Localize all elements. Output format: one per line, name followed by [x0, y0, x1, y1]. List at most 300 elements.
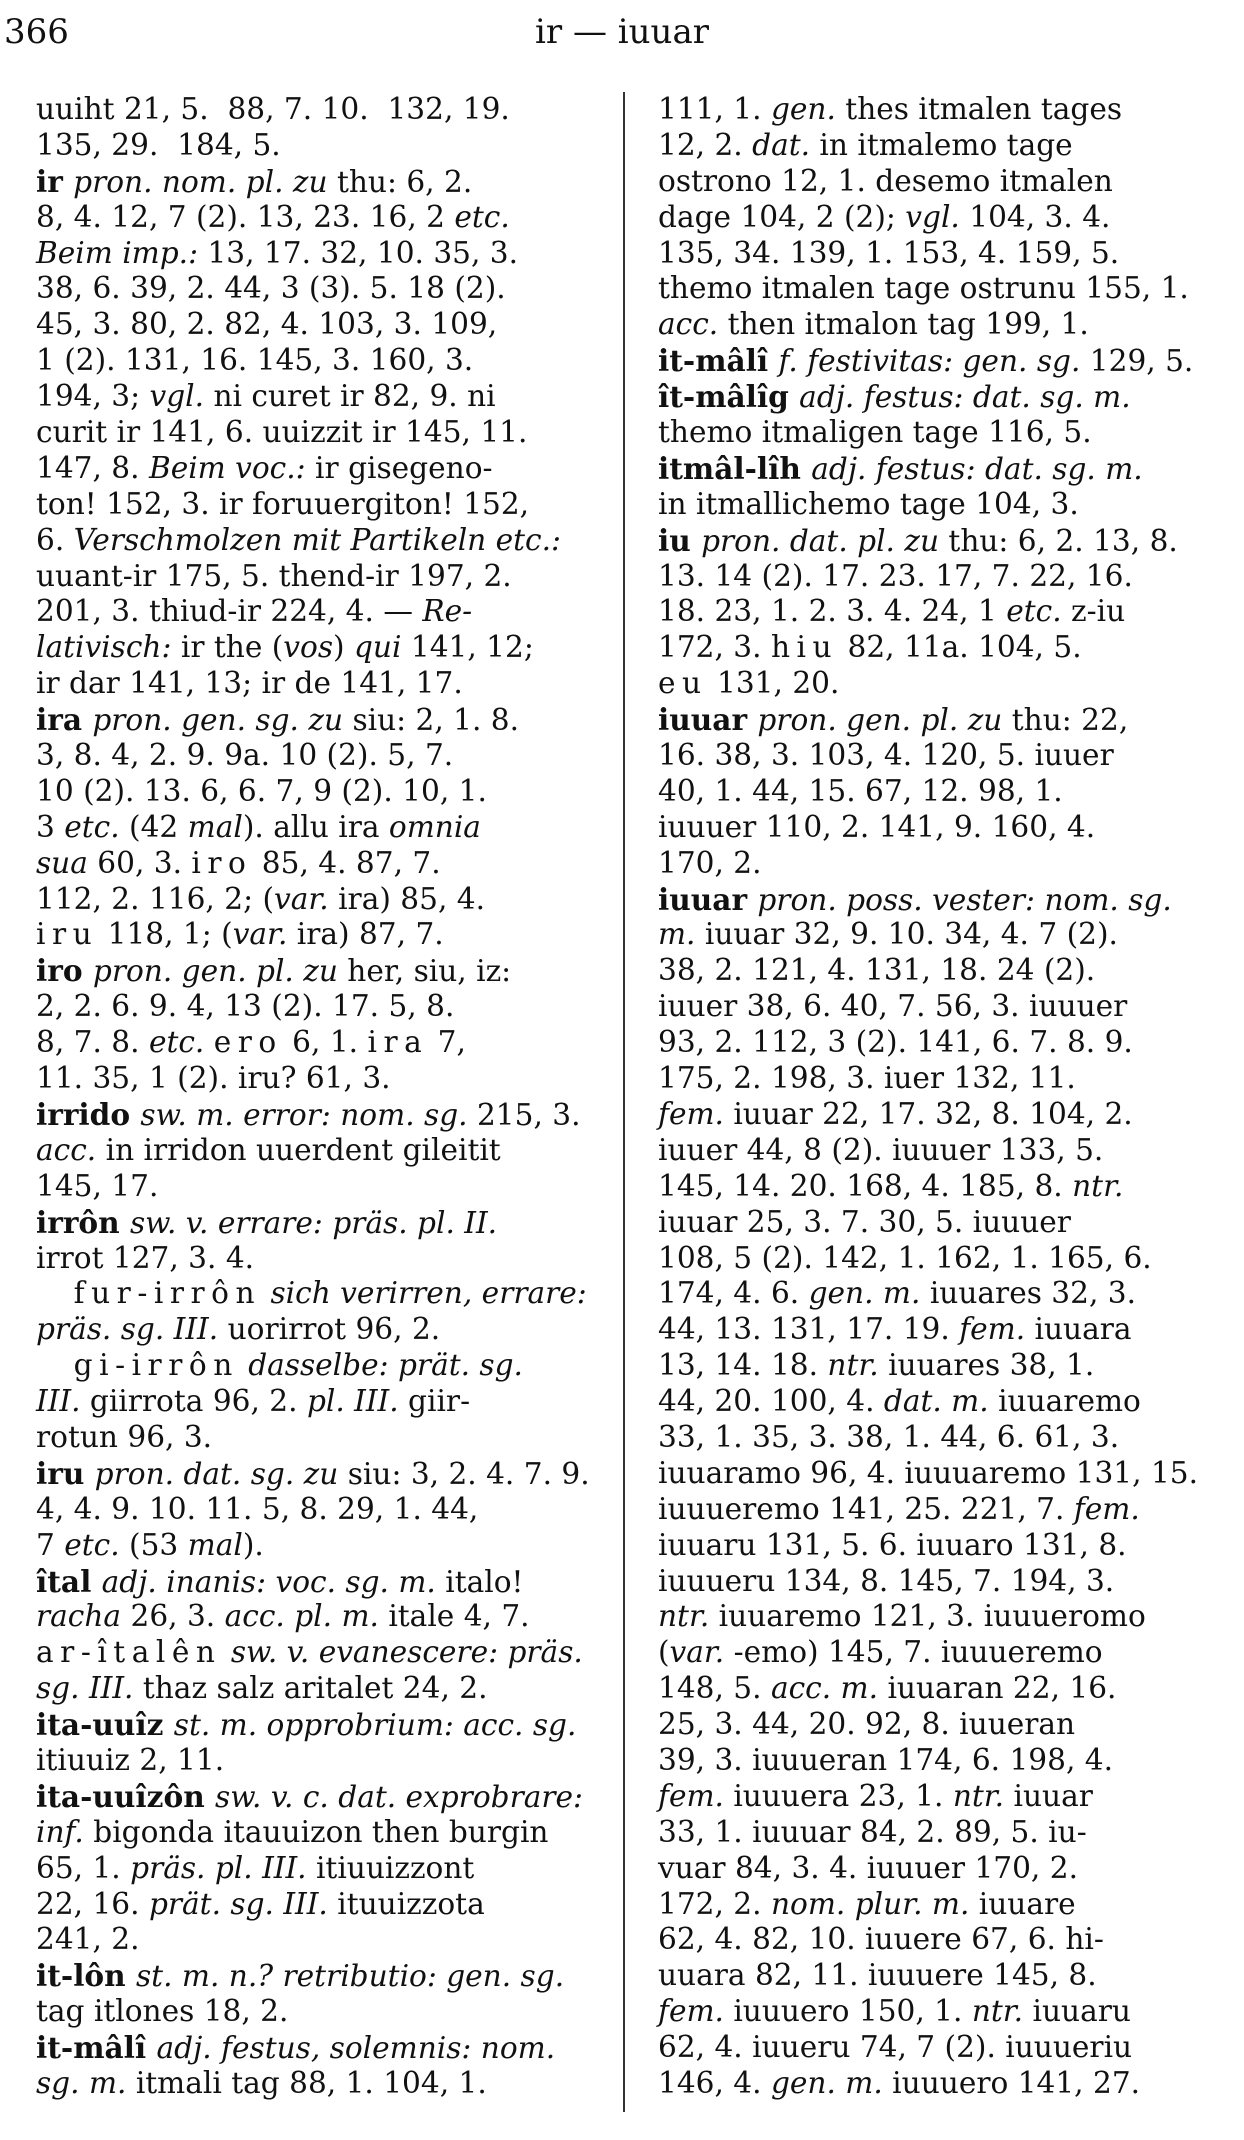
text-line: [36, 271, 596, 307]
entry-text: 85, 4. 87, 7.: [252, 845, 441, 880]
grammar-note: präs. sg. III.: [36, 1312, 219, 1347]
spaced-form: ero: [213, 1025, 283, 1060]
headword: irrôn: [36, 1204, 130, 1240]
grammar-note: Beim imp.:: [36, 235, 199, 270]
headword: ît-mâlîg: [658, 379, 800, 415]
text-line: [36, 1169, 596, 1205]
grammar-note: st. m. opprobrium: acc. sg.: [173, 1708, 577, 1743]
text-line: [36, 666, 596, 702]
text-line: [658, 1276, 1218, 1312]
spaced-form: ira: [367, 1025, 429, 1060]
text-line: [36, 92, 596, 128]
grammar-note: racha: [36, 1599, 122, 1634]
entry-text: giir-: [398, 1384, 471, 1419]
entry-text: 33, 1. 35, 3. 38, 1. 44, 6. 61, 3.: [658, 1419, 1120, 1454]
text-line: [658, 882, 1218, 918]
entry-text: thu: 22,: [1002, 703, 1129, 738]
grammar-note: gen. m.: [808, 1276, 921, 1311]
entry-text: thes itmalen tages: [835, 92, 1123, 126]
entry-text: iuuuer 110, 2. 141, 9. 160, 4.: [658, 809, 1096, 844]
text-line: [658, 1958, 1218, 1994]
entry-text: 60, 3.: [87, 845, 192, 880]
grammar-note: var.: [274, 881, 329, 916]
grammar-note: m.: [658, 917, 696, 952]
entry-text: 10 (2). 13. 6, 6. 7, 9 (2). 10, 1.: [36, 773, 487, 808]
grammar-note: vgl.: [149, 379, 205, 414]
text-line: [36, 1887, 596, 1923]
text-line: [36, 953, 596, 989]
entry-text: 146, 4.: [658, 2065, 771, 2100]
grammar-note: sw. v. errare: präs. pl. II.: [129, 1205, 498, 1240]
spaced-form: iro: [191, 845, 253, 880]
text-line: [36, 2066, 596, 2102]
entry-text: 175, 2. 198, 3. iuer 132, 11.: [658, 1061, 1076, 1096]
entry-text: 12, 2.: [658, 127, 753, 162]
entry-text: iuuare: [969, 1886, 1076, 1921]
text-line: [36, 1635, 596, 1671]
entry-text: iuuaremo: [988, 1384, 1141, 1419]
text-line: [658, 1707, 1218, 1743]
text-line: [658, 379, 1218, 415]
text-line: [36, 1851, 596, 1887]
entry-text: iuuueru 134, 8. 145, 7. 194, 3.: [658, 1563, 1115, 1598]
text-line: [658, 594, 1218, 630]
entry-text: 2, 2. 6. 9. 4, 13 (2). 17. 5, 8.: [36, 989, 455, 1024]
entry-text: 1 (2). 131, 16. 145, 3. 160, 3.: [36, 343, 474, 378]
entry-text: ituuizzota: [327, 1886, 485, 1921]
entry-text: iuuar 25, 3. 7. 30, 5. iuuuer: [658, 1204, 1071, 1239]
grammar-note: sich verirren, errare:: [270, 1276, 587, 1311]
grammar-note: Verschmolzen mit Partikeln etc.:: [73, 522, 561, 557]
grammar-note: gen.: [770, 92, 836, 126]
text-line: [36, 1133, 596, 1169]
entry-text: 104, 3. 4.: [959, 199, 1111, 234]
entry-text: 145, 17.: [36, 1168, 159, 1203]
text-line: [36, 451, 596, 487]
entry-text: 170, 2.: [658, 845, 762, 880]
grammar-note: pl. III.: [306, 1384, 399, 1419]
entry-text: irrot 127, 3. 4.: [36, 1240, 255, 1275]
text-line: [658, 989, 1218, 1025]
entry-text: 194, 3;: [36, 379, 150, 414]
text-line: [36, 738, 596, 774]
grammar-note: fem.: [658, 1994, 724, 2029]
entry-text: uuara 82, 11. iuuuere 145, 8.: [658, 1958, 1097, 1993]
entry-text: 38, 2. 121, 4. 131, 18. 24 (2).: [658, 953, 1096, 988]
text-line: [658, 774, 1218, 810]
entry-text: itiuuiz 2, 11.: [36, 1742, 225, 1777]
headword: iru: [36, 1455, 95, 1491]
grammar-note: ntr.: [827, 1348, 879, 1383]
grammar-note: pron. nom. pl. zu: [73, 164, 328, 199]
text-line: [658, 415, 1218, 451]
entry-text: 13. 14 (2). 17. 23. 17, 7. 22, 16.: [658, 558, 1133, 593]
text-line: [36, 1528, 596, 1564]
entry-text: 147, 8.: [36, 450, 149, 485]
text-line: [658, 1061, 1218, 1097]
entry-text: themo itmalen tage ostrunu 155, 1.: [658, 271, 1189, 306]
entry-text: ): [333, 630, 354, 665]
grammar-note: f. festivitas: gen. sg.: [778, 344, 1081, 379]
grammar-note: fem.: [658, 1096, 724, 1131]
text-line: [36, 917, 596, 953]
entry-text: ir gisegeno-: [305, 450, 493, 485]
spaced-form: gi-irrôn: [73, 1348, 239, 1383]
grammar-note: III.: [36, 1384, 81, 1419]
entry-text: 65, 1.: [36, 1850, 131, 1885]
entry-text: [221, 1635, 230, 1669]
entry-text: 44, 20. 100, 4.: [658, 1384, 884, 1419]
text-line: [658, 1312, 1218, 1348]
text-line: [658, 92, 1218, 128]
entry-text: curit ir 141, 6. uuizzit ir 145, 11.: [36, 415, 528, 450]
entry-text: siu: 2, 1. 8.: [343, 703, 520, 738]
text-line: [36, 1779, 596, 1815]
entry-text: iuuares 38, 1.: [878, 1348, 1095, 1383]
entry-text: 11. 35, 1 (2). iru? 61, 3.: [36, 1061, 391, 1096]
entry-text: 172, 2.: [658, 1886, 771, 1921]
entry-text: 45, 3. 80, 2. 82, 4. 103, 3. 109,: [36, 307, 498, 342]
entry-text: themo itmaligen tage 116, 5.: [658, 415, 1092, 450]
entry-text: z-iu: [1061, 594, 1126, 629]
entry-text: in irridon uuerdent gileitit: [96, 1132, 501, 1167]
grammar-note: acc. pl. m.: [224, 1599, 379, 1634]
text-line: [658, 451, 1218, 487]
text-line: [36, 1241, 596, 1277]
entry-text: 3: [36, 809, 65, 844]
grammar-note: acc. m.: [770, 1671, 879, 1706]
text-line: [36, 236, 596, 272]
text-line: [658, 1779, 1218, 1815]
entry-text: ira) 85, 4.: [328, 881, 485, 916]
entry-text: uorirrot 96, 2.: [218, 1312, 441, 1347]
headword: itmâl-lîh: [658, 450, 812, 486]
grammar-note: Beim voc.:: [148, 450, 306, 485]
grammar-note: fem.: [658, 1778, 724, 1813]
grammar-note: pron. dat. pl. zu: [701, 523, 940, 558]
text-line: [658, 128, 1218, 164]
entry-text: [36, 1348, 74, 1382]
text-line: [658, 702, 1218, 738]
entry-text: iuuaran 22, 16.: [878, 1671, 1117, 1706]
entry-text: -emo) 145, 7. iuuueremo: [724, 1635, 1103, 1670]
text-line: [658, 1456, 1218, 1492]
text-line: [36, 1025, 596, 1061]
entry-text: iuuaremo 121, 3. iuuueromo: [709, 1599, 1146, 1634]
entry-text: 141, 12;: [401, 630, 534, 665]
text-line: [658, 2030, 1218, 2066]
grammar-note: lativisch:: [36, 630, 172, 665]
text-line: [658, 810, 1218, 846]
entry-text: vuar 84, 3. 4. iuuuer 170, 2.: [658, 1850, 1078, 1885]
headword: it-mâlî: [36, 2030, 157, 2066]
spaced-form: iru: [36, 917, 99, 952]
entry-text: 8, 7. 8.: [36, 1025, 149, 1060]
headword: iu: [658, 522, 702, 558]
text-line: [658, 164, 1218, 200]
grammar-note: adj. festus: dat. sg. m.: [799, 380, 1131, 415]
grammar-note: etc.: [64, 1527, 120, 1562]
text-line: [658, 738, 1218, 774]
entry-text: 7,: [428, 1025, 466, 1060]
text-line: [36, 1276, 596, 1312]
headword: it-mâlî: [658, 343, 779, 379]
text-line: [658, 1133, 1218, 1169]
text-line: [658, 271, 1218, 307]
text-line: [36, 1815, 596, 1851]
text-line: [36, 2030, 596, 2066]
entry-text: iuuaru 131, 5. 6. iuuaro 131, 8.: [658, 1527, 1127, 1562]
entry-text: iuuaru: [1023, 1994, 1131, 2029]
grammar-note: pron. gen. pl. zu: [757, 703, 1003, 738]
right-column: [658, 92, 1218, 2102]
text-line: [658, 1205, 1218, 1241]
headword: iro: [36, 953, 93, 989]
entry-text: 8, 4. 12, 7 (2). 13, 23. 16, 2: [36, 199, 455, 234]
grammar-note: var.: [232, 917, 288, 952]
entry-text: thaz salz aritalet 24, 2.: [133, 1671, 488, 1706]
entry-text: iuuara: [1025, 1312, 1132, 1347]
entry-text: 112, 2. 116, 2; (: [36, 881, 274, 916]
text-line: [658, 2066, 1218, 2102]
entry-text: bigonda itauuizon then burgin: [83, 1814, 549, 1849]
headword: ita-uuîz: [36, 1707, 174, 1743]
entry-text: in itmallichemo tage 104, 3.: [658, 486, 1079, 521]
entry-text: 7: [36, 1527, 65, 1562]
entry-text: thu: 6, 2.: [327, 164, 473, 199]
text-line: [658, 1169, 1218, 1205]
grammar-note: ntr.: [952, 1778, 1005, 1813]
text-line: [658, 1097, 1218, 1133]
text-line: [658, 1025, 1218, 1061]
text-line: [36, 1312, 596, 1348]
text-line: [658, 1384, 1218, 1420]
grammar-note: sua: [36, 845, 88, 880]
text-line: [658, 523, 1218, 559]
text-line: [658, 487, 1218, 523]
text-line: [658, 559, 1218, 595]
entry-text: tag itlones 18, 2.: [36, 1994, 289, 2029]
grammar-note: fem.: [1073, 1491, 1140, 1526]
text-line: [36, 1420, 596, 1456]
entry-text: dage 104, 2 (2);: [658, 199, 906, 234]
text-line: [658, 1671, 1218, 1707]
headword: ira: [36, 702, 93, 738]
grammar-note: sw. v. c. dat. exprobrare:: [215, 1779, 584, 1814]
entry-text: itmali tag 88, 1. 104, 1.: [126, 2065, 487, 2100]
grammar-note: ntr.: [1072, 1168, 1124, 1203]
text-line: [658, 1348, 1218, 1384]
grammar-note: etc.: [1006, 594, 1062, 629]
text-line: [36, 200, 596, 236]
text-line: [658, 1420, 1218, 1456]
entry-text: iuuuera 23, 1.: [723, 1778, 953, 1813]
entry-text: 40, 1. 44, 15. 67, 12. 98, 1.: [658, 773, 1063, 808]
grammar-note: gen. m.: [770, 2065, 883, 2100]
entry-text: 201, 3. thiud-ir 224, 4. —: [36, 594, 423, 629]
entry-text: 4, 4. 9. 10. 11. 5, 8. 29, 1. 44,: [36, 1491, 479, 1526]
text-line: [658, 1492, 1218, 1528]
text-line: [36, 1492, 596, 1528]
grammar-note: pron. poss. vester: nom. sg.: [757, 882, 1172, 917]
text-line: [36, 1994, 596, 2030]
entry-text: iuuar: [1004, 1778, 1093, 1813]
entry-text: 13, 14. 18.: [658, 1348, 828, 1383]
entry-text: iuuer 38, 6. 40, 7. 56, 3. iuuuer: [658, 989, 1128, 1024]
text-line: [658, 1922, 1218, 1958]
entry-text: itiuuizzont: [306, 1850, 475, 1885]
text-line: [36, 989, 596, 1025]
entry-text: 108, 5 (2). 142, 1. 162, 1. 165, 6.: [658, 1240, 1152, 1275]
entry-text: 131, 20.: [707, 666, 840, 701]
entry-text: 62, 4. 82, 10. iuuere 67, 6. hi-: [658, 1922, 1104, 1957]
text-line: [658, 343, 1218, 379]
grammar-note: acc.: [36, 1132, 97, 1167]
entry-text: 25, 3. 44, 20. 92, 8. iuueran: [658, 1707, 1076, 1742]
entry-text: [204, 1025, 213, 1059]
entry-text: thu: 6, 2. 13, 8.: [939, 523, 1178, 558]
text-line: [36, 1671, 596, 1707]
text-line: [36, 1348, 596, 1384]
entry-text: 33, 1. iuuuar 84, 2. 89, 5. iu-: [658, 1814, 1087, 1849]
grammar-note: st. m. n.? retributio: gen. sg.: [136, 1959, 565, 1994]
grammar-note: dat.: [752, 127, 811, 162]
grammar-note: adj. festus: dat. sg. m.: [811, 451, 1143, 486]
grammar-note: fem.: [959, 1312, 1026, 1347]
entry-text: ostrono 12, 1. desemo itmalen: [658, 163, 1113, 198]
entry-text: 174, 4. 6.: [658, 1276, 809, 1311]
entry-text: (53: [119, 1527, 188, 1562]
running-head: ir — iuuar: [535, 12, 709, 52]
entry-text: (: [658, 1635, 670, 1670]
entry-text: italo!: [435, 1564, 524, 1599]
text-line: [36, 630, 596, 666]
entry-text: [36, 1276, 74, 1310]
headword: ir: [36, 163, 74, 199]
entry-text: 148, 5.: [658, 1671, 771, 1706]
entry-text: 26, 3.: [121, 1599, 225, 1634]
entry-text: 6, 1.: [282, 1025, 368, 1060]
entry-text: 135, 29. 184, 5.: [36, 127, 281, 162]
text-line: [658, 1994, 1218, 2030]
entry-text: ir dar 141, 13; ir de 141, 17.: [36, 666, 463, 701]
text-line: [658, 1887, 1218, 1923]
text-line: [36, 1922, 596, 1958]
text-line: [36, 1958, 596, 1994]
text-line: [658, 1564, 1218, 1600]
entry-text: 6.: [36, 522, 74, 557]
text-line: [658, 236, 1218, 272]
text-line: [658, 666, 1218, 702]
text-line: [36, 415, 596, 451]
text-line: [36, 846, 596, 882]
text-line: [36, 1205, 596, 1241]
grammar-note: sg. III.: [36, 1671, 134, 1706]
headword: irrido: [36, 1096, 141, 1132]
text-line: [36, 702, 596, 738]
entry-text: siu: 3, 2. 4. 7. 9.: [338, 1456, 590, 1491]
entry-text: 145, 14. 20. 168, 4. 185, 8.: [658, 1168, 1073, 1203]
text-line: [36, 1707, 596, 1743]
entry-text: 135, 34. 139, 1. 153, 4. 159, 5.: [658, 235, 1120, 270]
text-line: [36, 1384, 596, 1420]
entry-text: 172, 3.: [658, 630, 771, 665]
grammar-note: inf.: [36, 1814, 84, 1849]
column-divider: [623, 92, 625, 2112]
spaced-form: hiu: [770, 630, 839, 665]
text-line: [36, 1599, 596, 1635]
text-line: [36, 487, 596, 523]
entry-text: iuuueremo 141, 25. 221, 7.: [658, 1491, 1074, 1526]
entry-text: ton! 152, 3. ir foruuergiton! 152,: [36, 486, 530, 521]
grammar-note: pron. gen. pl. zu: [92, 954, 338, 989]
entry-text: her, siu, iz:: [337, 954, 512, 989]
text-line: [658, 1743, 1218, 1779]
headword: iuuar: [658, 702, 758, 738]
headword: iuuar: [658, 881, 758, 917]
grammar-note: ntr.: [971, 1994, 1024, 2029]
page-number: 366: [4, 12, 69, 52]
entry-text: iuuaramo 96, 4. iuuuaremo 131, 15.: [658, 1455, 1199, 1490]
spaced-form: fur-irrôn: [73, 1276, 262, 1311]
grammar-note: adj. inanis: voc. sg. m.: [101, 1564, 436, 1599]
entry-text: 129, 5.: [1080, 344, 1194, 379]
text-line: [36, 559, 596, 595]
entry-text: 3, 8. 4, 2. 9. 9a. 10 (2). 5, 7.: [36, 738, 454, 773]
grammar-note: prät. sg. III.: [148, 1886, 328, 1921]
grammar-note: dasselbe: prät. sg.: [248, 1348, 523, 1383]
entry-text: 62, 4. iuueru 74, 7 (2). iuuueriu: [658, 2030, 1133, 2065]
text-line: [658, 1635, 1218, 1671]
text-line: [658, 1241, 1218, 1277]
text-line: [658, 846, 1218, 882]
entry-text: 82, 11a. 104, 5.: [838, 630, 1082, 665]
entry-text: 215, 3.: [467, 1097, 581, 1132]
text-line: [658, 917, 1218, 953]
entry-text: giirrota 96, 2.: [80, 1384, 307, 1419]
text-line: [36, 1564, 596, 1600]
text-line: [36, 1061, 596, 1097]
text-line: [36, 810, 596, 846]
text-line: [36, 594, 596, 630]
entry-text: 118, 1; (: [98, 917, 233, 952]
text-line: [36, 343, 596, 379]
grammar-note: sw. v. evanescere: präs.: [230, 1635, 583, 1670]
text-line: [36, 164, 596, 200]
entry-text: 241, 2.: [36, 1922, 140, 1957]
grammar-note: sg. m.: [36, 2065, 127, 2100]
text-line: [36, 379, 596, 415]
text-line: [658, 307, 1218, 343]
spaced-form: eu: [658, 666, 708, 701]
headword: ita-uuîzôn: [36, 1778, 216, 1814]
entry-text: ). allu ira: [242, 809, 389, 844]
entry-text: [239, 1348, 248, 1382]
entry-text: rotun 96, 3.: [36, 1419, 213, 1454]
entry-text: 39, 3. iuuueran 174, 6. 198, 4.: [658, 1742, 1114, 1777]
grammar-note: etc.: [64, 809, 120, 844]
text-line: [36, 1097, 596, 1133]
text-line: [658, 630, 1218, 666]
grammar-note: etc.: [148, 1025, 205, 1060]
entry-text: iuuar 32, 9. 10. 34, 4. 7 (2).: [695, 917, 1118, 952]
grammar-note: dat. m.: [883, 1384, 989, 1419]
entry-text: ni curet ir 82, 9. ni: [204, 379, 496, 414]
entry-text: 13, 17. 32, 10. 35, 3.: [198, 235, 519, 270]
grammar-note: pron. dat. sg. zu: [94, 1456, 339, 1491]
grammar-note: vgl.: [905, 199, 960, 234]
spaced-form: ar-îtalên: [36, 1635, 222, 1670]
